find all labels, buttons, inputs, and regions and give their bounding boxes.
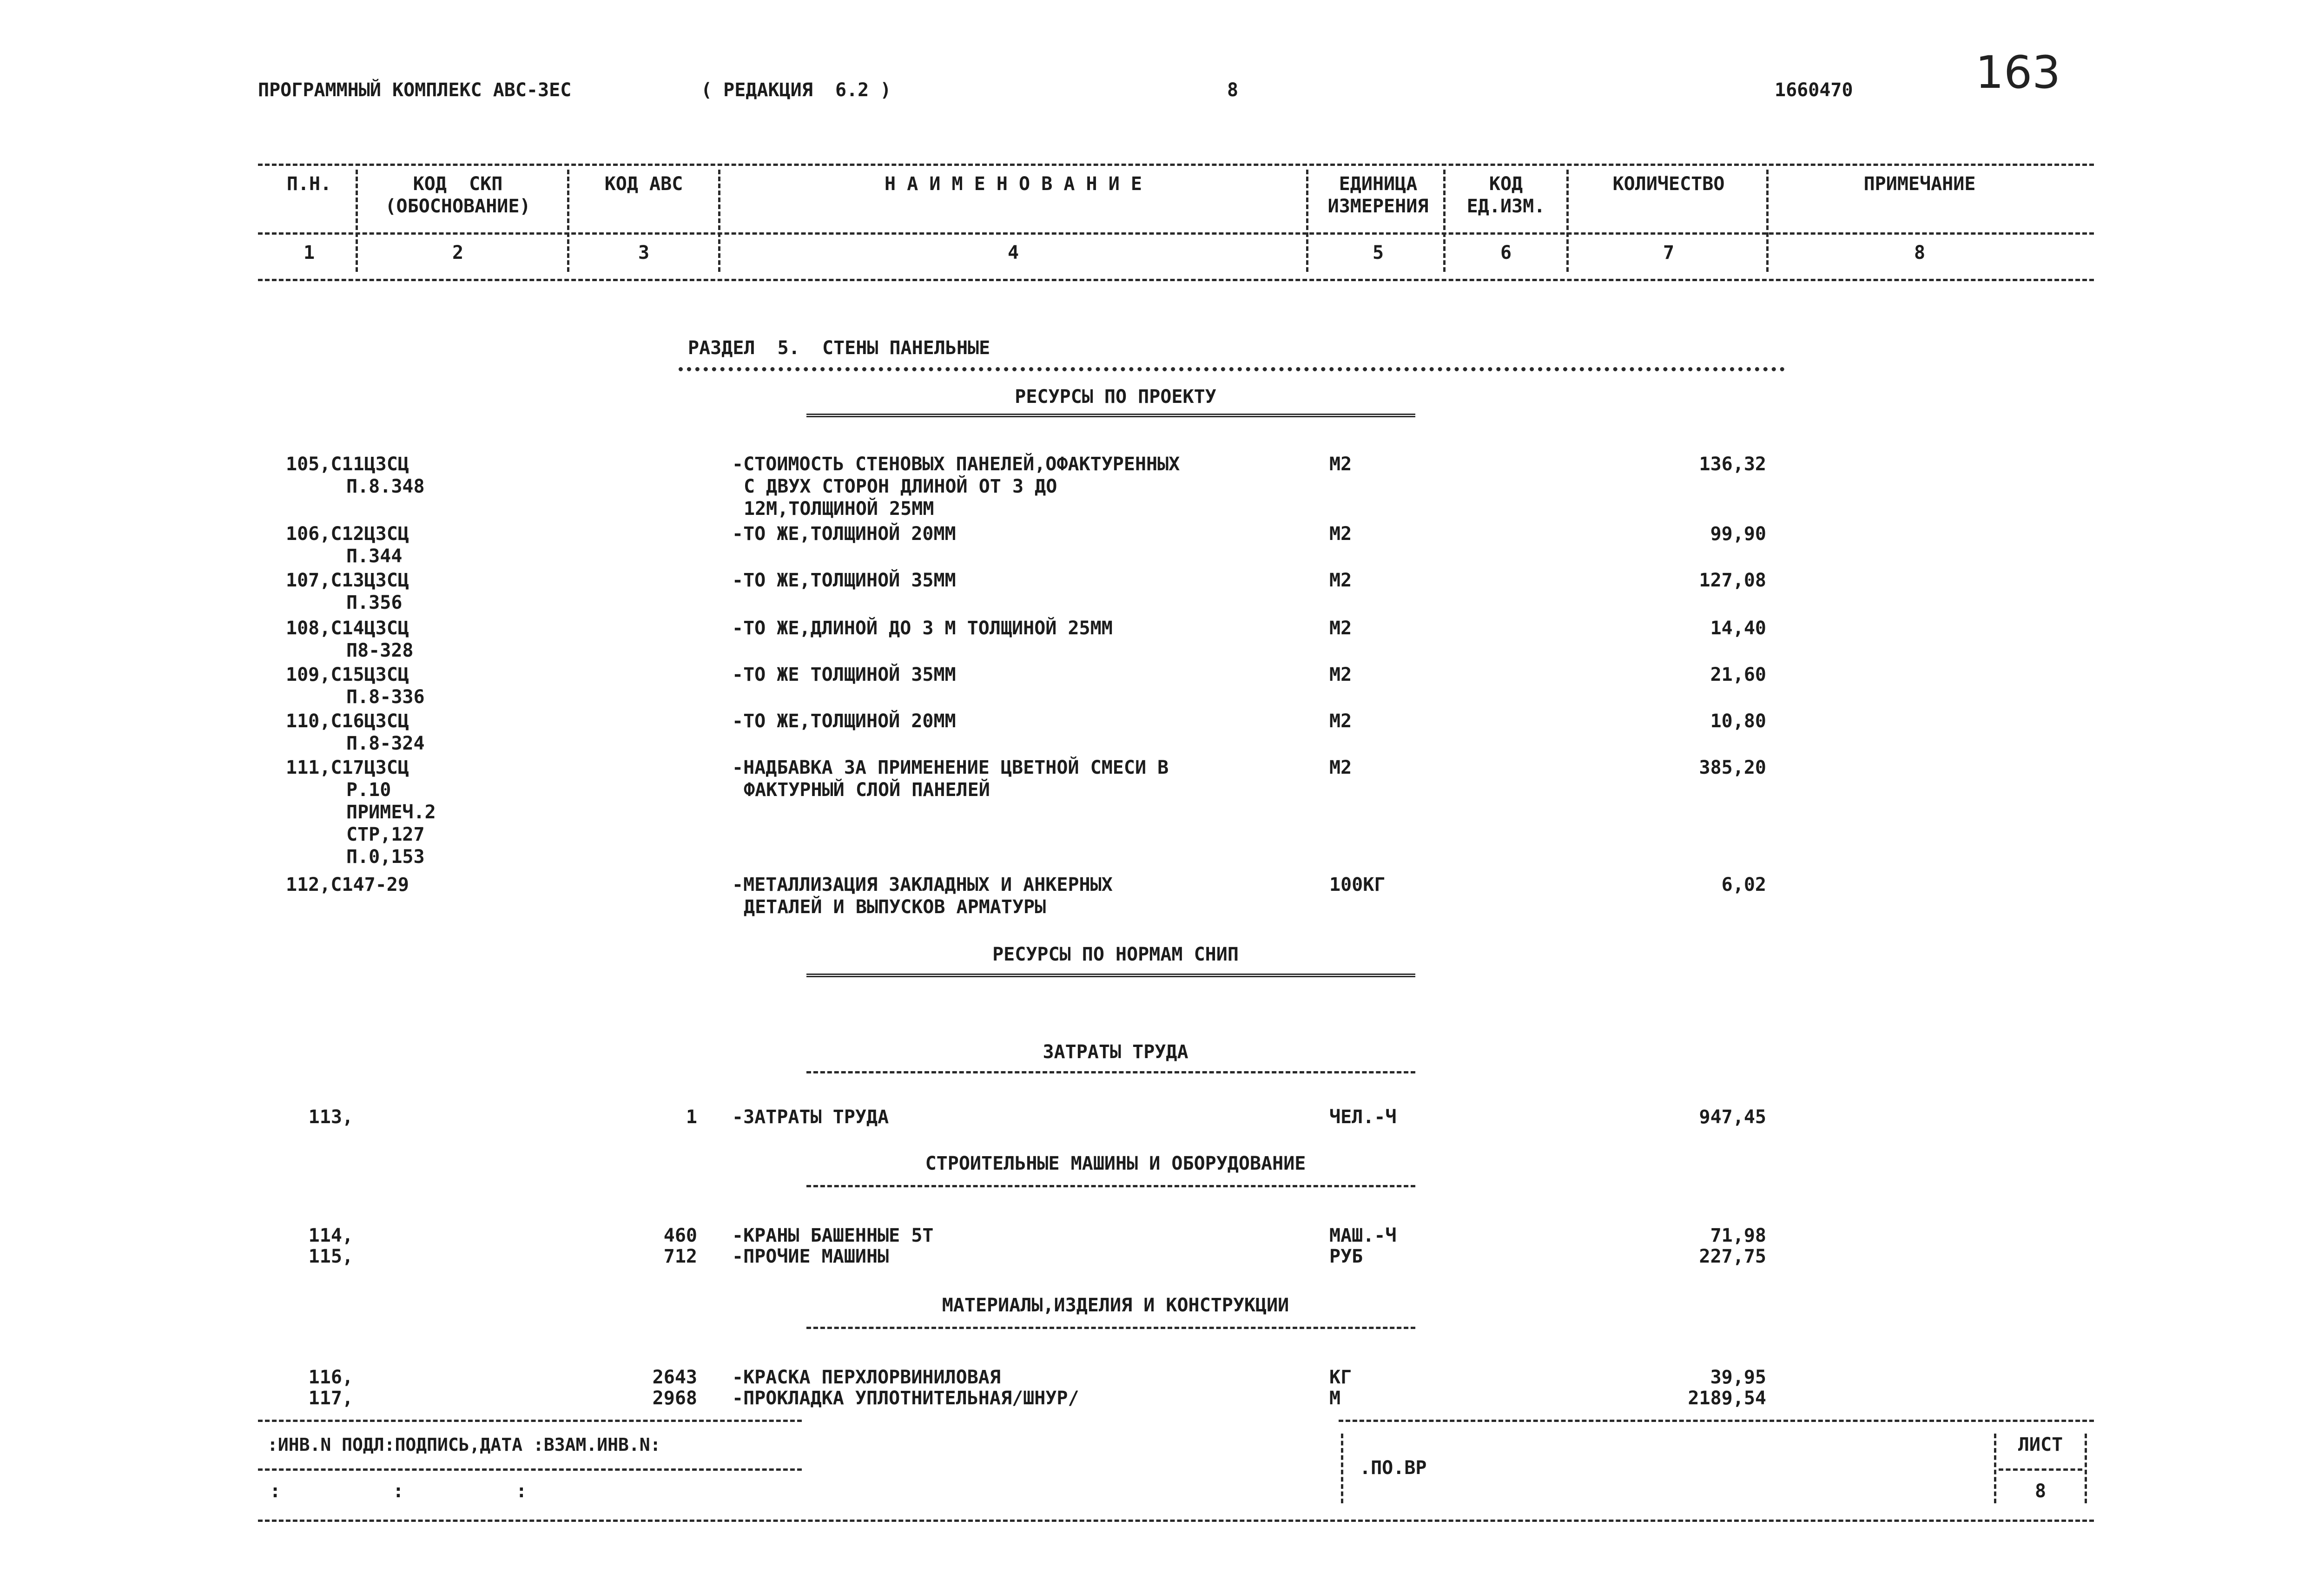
footer-sep [2085,1434,2087,1503]
stamp-cells: : : : [270,1481,527,1502]
table-row-unit: МАШ.-Ч [1329,1225,1397,1246]
table-row-qty: 99,90 [1710,523,1766,545]
table-row-code: 1 [686,1106,697,1128]
sheet-label: ЛИСТ [2018,1434,2063,1455]
table-row-name: С ДВУХ СТОРОН ДЛИНОЙ ОТ 3 ДО [744,476,1057,497]
table-row-unit: М2 [1329,711,1352,732]
section-title: РАЗДЕЛ 5. СТЕНЫ ПАНЕЛЬНЫЕ [688,337,990,359]
col-number-3: 3 [638,242,650,263]
table-row-name: ФАКТУРНЫЙ СЛОЙ ПАНЕЛЕЙ [744,779,990,801]
col-number-1: 1 [303,242,315,263]
project-resources-title: РЕСУРСЫ ПО ПРОЕКТУ [1015,386,1216,408]
table-row-code: 2968 [652,1388,697,1409]
table-row-qty: 947,45 [1699,1106,1766,1128]
table-row-basis: П.8-324 [346,733,425,754]
col-header-name: Н А И М Е Н О В А Н И Е [885,173,1142,195]
col-number-4: 4 [1007,242,1019,263]
table-row-unit: М2 [1329,523,1352,545]
table-row-unit: М2 [1329,570,1352,591]
page-number: 8 [1227,79,1239,101]
header-bottom-rule [258,279,2094,281]
table-row-name: -КРАНЫ БАШЕННЫЕ 5Т [732,1225,934,1246]
table-row-number: 105,С11Ц3СЦ [286,454,409,475]
sheet-mid-rule [1999,1468,2082,1471]
section-hash-rule [679,367,1785,371]
table-row-qty: 385,20 [1699,757,1766,778]
machines-title: СТРОИТЕЛЬНЫЕ МАШИНЫ И ОБОРУДОВАНИЕ [925,1153,1306,1174]
col-number-5: 5 [1372,242,1384,263]
col-sep [718,170,720,272]
table-row-qty: 71,98 [1710,1225,1766,1246]
col-number-2: 2 [452,242,464,263]
table-row-name: -ПРОКЛАДКА УПЛОТНИТЕЛЬНАЯ/ШНУР/ [732,1388,1079,1409]
table-row-unit: РУБ [1329,1246,1363,1267]
col-header-skp-1: КОД СКП [413,173,503,195]
col-header-unitcode-2: ЕД.ИЗМ. [1466,196,1545,217]
table-row-basis: П.8-336 [346,686,425,708]
handwritten-page-number: 163 [1975,46,2061,99]
table-row-number: 109,С15Ц3СЦ [286,664,409,685]
col-sep [567,170,569,272]
table-row-name: -МЕТАЛЛИЗАЦИЯ ЗАКЛАДНЫХ И АНКЕРНЫХ [732,874,1113,895]
table-row-number: 115, [308,1246,353,1267]
table-row-basis: П.0,153 [346,846,425,868]
project-resources-underline [806,414,1415,417]
table-row-unit: М2 [1329,618,1352,639]
table-row-unit: М [1329,1388,1341,1409]
table-row-basis: СТР,127 [346,824,425,845]
machines-underline [806,1185,1415,1187]
table-row-unit: М2 [1329,664,1352,685]
table-row-name: -ПРОЧИЕ МАШИНЫ [732,1246,889,1267]
table-row-qty: 14,40 [1710,618,1766,639]
col-sep [1766,170,1769,272]
col-header-qty: КОЛИЧЕСТВО [1612,173,1725,195]
table-row-basis: П8-328 [346,640,414,661]
snip-resources-underline [806,974,1415,977]
sheet-number: 8 [2034,1481,2047,1502]
footer-sep [1341,1434,1343,1503]
table-row-number: 114, [308,1225,353,1246]
stamp-labels: :ИНВ.N ПОДЛ:ПОДПИСЬ,ДАТА :ВЗАМ.ИНВ.N: [267,1435,661,1455]
table-row-number: 112,С147-29 [286,874,409,895]
table-row-name: -ТО ЖЕ,ДЛИНОЙ ДО 3 М ТОЛЩИНОЙ 25ММ [732,618,1113,639]
table-row-name: -КРАСКА ПЕРХЛОРВИНИЛОВАЯ [732,1367,1001,1388]
col-sep [1443,170,1446,272]
col-number-7: 7 [1663,242,1675,263]
table-row-name: 12М,ТОЛЩИНОЙ 25ММ [744,498,934,520]
table-row-name: -СТОИМОСТЬ СТЕНОВЫХ ПАНЕЛЕЙ,ОФАКТУРЕННЫХ [732,454,1180,475]
footer-bottom-rule [258,1520,2094,1522]
footer-center-text: .ПО.ВР [1360,1457,1427,1479]
table-row-basis: ПРИМЕЧ.2 [346,802,436,823]
table-row-code: 712 [663,1246,697,1267]
stamp-mid-rule [258,1468,802,1471]
labor-title: ЗАТРАТЫ ТРУДА [1043,1041,1188,1063]
table-row-qty: 10,80 [1710,711,1766,732]
table-row-qty: 21,60 [1710,664,1766,685]
table-row-qty: 136,32 [1699,454,1766,475]
table-row-unit: КГ [1329,1367,1352,1388]
col-header-note: ПРИМЕЧАНИЕ [1863,173,1976,195]
table-row-code: 460 [663,1225,697,1246]
table-row-number: 106,С12Ц3СЦ [286,523,409,545]
table-row-name: ДЕТАЛЕЙ И ВЫПУСКОВ АРМАТУРЫ [744,896,1046,918]
table-row-number: 110,С16Ц3СЦ [286,711,409,732]
labor-underline [806,1071,1415,1073]
materials-underline [806,1327,1415,1329]
col-header-unit-2: ИЗМЕРЕНИЯ [1327,196,1429,217]
table-row-name: -ТО ЖЕ,ТОЛЩИНОЙ 35ММ [732,570,956,591]
table-row-qty: 227,75 [1699,1246,1766,1267]
materials-title: МАТЕРИАЛЫ,ИЗДЕЛИЯ И КОНСТРУКЦИИ [942,1295,1289,1316]
table-row-basis: Р.10 [346,779,391,801]
table-row-number: 116, [308,1367,353,1388]
table-row-qty: 6,02 [1721,874,1766,895]
col-sep [356,170,358,272]
document-code: 1660470 [1775,79,1853,101]
table-row-number: 107,С13Ц3СЦ [286,570,409,591]
col-header-pn: П.Н. [286,173,332,195]
table-row-number: 108,С14Ц3СЦ [286,618,409,639]
header-top-rule [258,164,2094,166]
table-row-number: 113, [308,1106,353,1128]
table-row-name: -ТО ЖЕ ТОЛЩИНОЙ 35ММ [732,664,956,685]
table-row-code: 2643 [652,1367,697,1388]
col-sep [1566,170,1569,272]
table-row-number: 111,С17Ц3СЦ [286,757,409,778]
table-row-name: -ТО ЖЕ,ТОЛЩИНОЙ 20ММ [732,711,956,732]
table-row-qty: 2189,54 [1688,1388,1766,1409]
footer-top-rule-right [1339,1420,2094,1422]
table-row-basis: П.344 [346,546,403,567]
col-number-8: 8 [1914,242,1926,263]
col-header-unitcode-1: КОД [1489,173,1523,195]
col-header-unit-1: ЕДИНИЦА [1339,173,1418,195]
table-row-name: -ТО ЖЕ,ТОЛЩИНОЙ 20ММ [732,523,956,545]
table-row-name: -ЗАТРАТЫ ТРУДА [732,1106,889,1128]
table-row-unit: 100КГ [1329,874,1386,895]
program-title: ПРОГРАММНЫЙ КОМПЛЕКС АВС-3ЕС [258,79,572,101]
table-row-qty: 127,08 [1699,570,1766,591]
table-row-basis: П.356 [346,592,403,613]
col-number-6: 6 [1500,242,1512,263]
col-header-avs: КОД АВС [604,173,683,195]
table-row-basis: П.8.348 [346,476,425,497]
col-sep [1306,170,1308,272]
edition-label: ( РЕДАКЦИЯ 6.2 ) [701,79,891,101]
table-row-name: -НАДБАВКА ЗА ПРИМЕНЕНИЕ ЦВЕТНОЙ СМЕСИ В [732,757,1169,778]
table-row-unit: М2 [1329,454,1352,475]
table-row-number: 117, [308,1388,353,1409]
header-mid-rule [258,232,2094,235]
table-row-unit: М2 [1329,757,1352,778]
footer-top-rule [258,1420,802,1422]
table-row-qty: 39,95 [1710,1367,1766,1388]
snip-resources-title: РЕСУРСЫ ПО НОРМАМ СНИП [992,944,1239,965]
table-row-unit: ЧЕЛ.-Ч [1329,1106,1397,1128]
col-header-skp-2: (ОБОСНОВАНИЕ) [385,196,531,217]
